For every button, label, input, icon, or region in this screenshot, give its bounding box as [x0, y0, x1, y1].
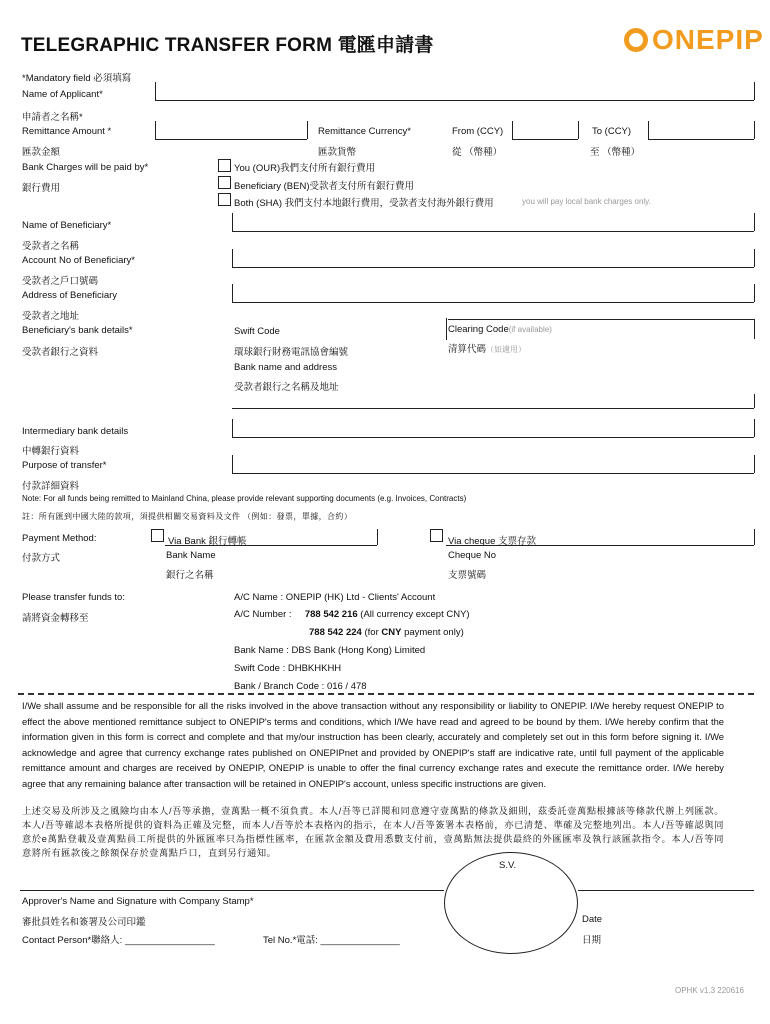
applicant-name-label: Name of Applicant*: [22, 89, 103, 100]
beneficiary-account-label-zh: 受款者之戶口號碼: [22, 276, 99, 287]
via-cheque-checkbox[interactable]: [430, 529, 443, 542]
swift-code-label-zh: 環球銀行財務電訊協會編號: [234, 347, 349, 358]
payment-method-label: Payment Method:: [22, 533, 97, 544]
beneficiary-address-label-zh: 受款者之地址: [22, 311, 80, 322]
declaration-en: I/We shall assume and be responsible for all the risks involved in the above transaction without any responsibility or liability to ONEPIP. I/We hereby request ONEPIP to effect the above mentioned remittance subject to ONEPIP's terms and conditions, which I/We have read and agreed to be bound by them. I/We hereby confirm that the information given in this form is correct and complete and that my/our instruction has been clearly, accurately and completely set out in this form before signing it. I/We acknowledge and agree that currency exchange rates published on ONEPIPnet and provided by ONEPIP's staff are indicative rate, until full payment of the applicable remittance amount and charges are received by ONEPIP, ONEPIP is unable to offer the final currency exchange rates and execute the remittance order. I/We hereby agree that any remaining balance after transaction will be retained in ONEPIP's account, unless specific instructions are given.: [22, 700, 724, 789]
ac-number-row-2: 788 542 224 (for CNY payment only): [309, 627, 464, 638]
date-line[interactable]: [578, 890, 754, 891]
beneficiary-bank-label: Beneficiary's bank details*: [22, 325, 133, 336]
transfer-to-label-zh: 請將資金轉移至: [22, 613, 89, 624]
remittance-currency-label-zh: 匯款貨幣: [318, 147, 357, 158]
sv-label: S.V.: [499, 860, 517, 871]
remittance-amount-label-zh: 匯款金額: [22, 147, 61, 158]
form-version: OPHK v1.3 220616: [675, 986, 744, 995]
mandatory-note: *Mandatory field 必須填寫: [22, 73, 132, 84]
bank-charges-label-zh: 銀行費用: [22, 183, 61, 194]
ac-name: A/C Name : ONEPIP (HK) Ltd - Clients' Account: [234, 592, 436, 603]
via-cheque-label: Via cheque 支票存款: [448, 536, 537, 547]
bank-charges-label: Bank Charges will be paid by*: [22, 162, 149, 173]
intermediary-bank-label-zh: 中轉銀行資料: [22, 446, 80, 457]
purpose-label-zh: 付款詳細資料: [22, 481, 80, 492]
approver-label-zh: 審批員姓名和簽署及公司印鑑: [22, 917, 146, 928]
bank-name-address-label: Bank name and address: [234, 362, 337, 373]
transfer-bank-name: Bank Name : DBS Bank (Hong Kong) Limited: [234, 645, 426, 656]
charges-our-checkbox[interactable]: [218, 159, 231, 172]
to-ccy-label-zh: 至 （幣種）: [590, 147, 641, 158]
via-bank-checkbox[interactable]: [151, 529, 164, 542]
form-title: TELEGRAPHIC TRANSFER FORM 電匯申請書: [21, 35, 434, 56]
intermediary-bank-label: Intermediary bank details: [22, 426, 129, 437]
swift-clearing-divider: [446, 318, 447, 340]
tel-no-field[interactable]: Tel No.*電話: _______________: [263, 935, 400, 946]
beneficiary-account-label: Account No of Beneficiary*: [22, 255, 136, 266]
charges-ben-checkbox[interactable]: [218, 176, 231, 189]
swift-code-label: Swift Code: [234, 326, 280, 337]
cheque-no-label: Cheque No: [448, 550, 497, 561]
logo-ring-icon: [624, 28, 648, 52]
clearing-code-label: Clearing Code(if available): [448, 324, 552, 335]
cheque-no-label-zh: 支票號碼: [448, 570, 487, 581]
charges-sha-label: Both (SHA) 我們支付本地銀行費用，受款者支付海外銀行費用: [234, 198, 494, 209]
payment-method-label-zh: 付款方式: [22, 553, 61, 564]
to-ccy-label: To (CCY): [592, 126, 632, 137]
transfer-swift-code: Swift Code : DHBKHKHH: [234, 663, 342, 674]
logo-text: ONEPIP: [652, 24, 764, 55]
remittance-currency-label: Remittance Currency*: [318, 126, 411, 137]
purpose-label: Purpose of transfer*: [22, 460, 107, 471]
clearing-code-label-zh: 清算代碼（如適用）: [448, 344, 527, 355]
transfer-to-label: Please transfer funds to:: [22, 592, 125, 603]
declaration-zh: 上述交易及所涉及之風險均由本人/吾等承擔，壹萬點一概不須負責。本人/吾等已詳閱和同意遵守壹萬點的條款及細則，茲委託壹萬點根據該等條款代辦上列匯款。本人/吾等確認本表格所提供的資料為正確及完整，而本人/吾等於本表格內的指示，在本人/吾等簽署本表格前，亦已清楚、準確及完整地列出。本人/吾等確認與同意於e萬點登載及壹萬點員工所提供的外匯匯率只為指標性匯率，在匯款金額及費用悉數支付前，壹萬點無法提供最終的外匯匯率及執行該匯款指令。本人/吾等同意將所有匯款後之餘額保存於壹萬點戶口，直到另行通知。: [22, 806, 724, 858]
payment-bank-name-label-zh: 銀行之名稱: [166, 570, 214, 581]
charges-ben-label: Beneficiary (BEN)受款者支付所有銀行費用: [234, 181, 414, 192]
beneficiary-address-label: Address of Beneficiary: [22, 290, 118, 301]
date-label-zh: 日期: [582, 935, 602, 946]
transfer-branch-code: Bank / Branch Code : 016 / 478: [234, 681, 367, 692]
beneficiary-bank-label-zh: 受款者銀行之資料: [22, 347, 99, 358]
ac-number-row-1: A/C Number : 788 542 216 (All currency except CNY): [234, 609, 470, 620]
charges-our-label: You (OUR)我們支付所有銀行費用: [234, 163, 376, 174]
from-ccy-label: From (CCY): [452, 126, 504, 137]
charges-sha-note: you will pay local bank charges only.: [522, 197, 651, 206]
beneficiary-name-label-zh: 受款者之名稱: [22, 241, 80, 252]
applicant-name-label-zh: 申請者之名稱*: [22, 112, 83, 123]
charges-sha-checkbox[interactable]: [218, 193, 231, 206]
contact-person-field[interactable]: Contact Person*聯絡人: _________________: [22, 935, 215, 946]
approver-signature-line[interactable]: [20, 890, 444, 891]
date-label: Date: [582, 914, 603, 925]
section-divider: [18, 693, 754, 695]
beneficiary-name-label: Name of Beneficiary*: [22, 220, 112, 231]
bank-name-address-label-zh: 受款者銀行之名稱及地址: [234, 382, 339, 393]
approver-label: Approver's Name and Signature with Company Stamp*: [22, 896, 254, 907]
via-bank-label: Via Bank 銀行轉帳: [168, 536, 247, 547]
from-ccy-label-zh: 從 （幣種）: [452, 147, 503, 158]
remittance-amount-label: Remittance Amount *: [22, 126, 112, 137]
china-note: Note: For all funds being remitted to Mainland China, please provide relevant supporting documents (e.g. Invoices, Contracts): [22, 494, 467, 503]
payment-bank-name-label: Bank Name: [166, 550, 216, 561]
china-note-zh: 註：所有匯到中國大陸的款項，須提供相關交易資料及文件 （例如：發票，單據，合約）: [22, 512, 353, 521]
